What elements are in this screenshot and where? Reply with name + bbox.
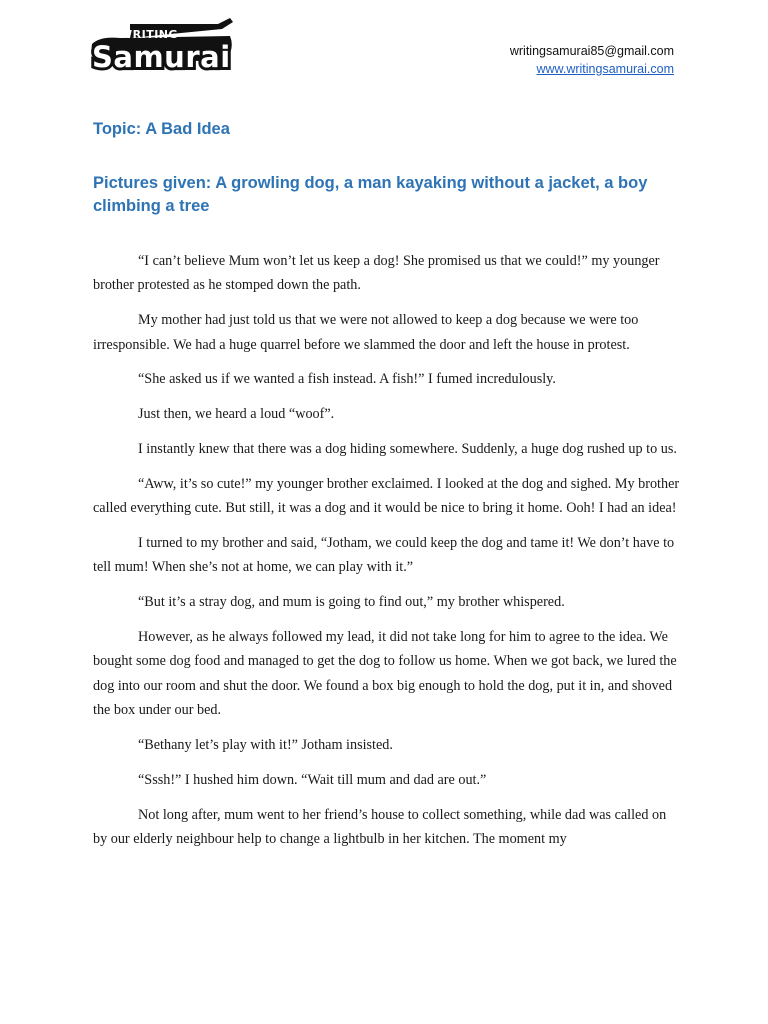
story-paragraph: Not long after, mum went to her friend’s house to collect something, while dad was called on by our elderly neighbour help to change a lightbulb in her kitchen. The moment my — [93, 806, 667, 848]
pictures-given-heading: Pictures given: A growling dog, a man kayaking without a jacket, a boy climbing a tree — [93, 174, 648, 215]
story-paragraph: I turned to my brother and said, “Jotham, we could keep the dog and tame it! We don’t have to tell mum! When she’s not at home, we can play with it.” — [93, 535, 675, 576]
website-link[interactable]: www.writingsamurai.com — [536, 62, 674, 76]
story-paragraph: However, as he always followed my lead, it did not take long for him to agree to the idea. We bought some dog food and managed to get the dog to follow us home. When we got back, we lured the dog into our room and shut the door. We found a box big enough to hold the dog, put it in, and shoved the box under our bed. — [93, 629, 677, 719]
logo-text-writing: WRITING — [120, 28, 179, 41]
logo-text-samurai: Samurai — [92, 40, 231, 74]
contact-info — [510, 42, 674, 78]
story-paragraph: “I can’t believe Mum won’t let us keep a dog! She promised us that we could!” my younger brother protested as he stomped down the path. — [93, 253, 660, 294]
story-paragraph: “Aww, it’s so cute!” my younger brother exclaimed. I looked at the dog and sighed. My brother called everything cute. But still, it was a dog and it would be nice to bring it home. Ooh! I had an idea! — [93, 475, 680, 517]
story-paragraph: “She asked us if we wanted a fish instead. A fish!” I fumed incredulously. — [138, 371, 556, 388]
story-body — [93, 249, 683, 862]
story-paragraph: My mother had just told us that we were not allowed to keep a dog because we were too irresponsible. We had a huge quarrel before we slammed the door and left the house in protest. — [93, 312, 639, 353]
topic-heading: Topic: A Bad Idea — [93, 120, 230, 138]
writing-samurai-logo — [90, 14, 235, 76]
story-paragraph: “Bethany let’s play with it!” Jotham insisted. — [138, 737, 393, 754]
story-paragraph: “Sssh!” I hushed him down. “Wait till mum and dad are out.” — [138, 771, 487, 788]
contact-email: writingsamurai85@gmail.com — [509, 44, 674, 58]
story-paragraph: Just then, we heard a loud “woof”. — [138, 406, 335, 423]
story-paragraph: “But it’s a stray dog, and mum is going to find out,” my brother whispered. — [138, 594, 565, 611]
story-paragraph: I instantly knew that there was a dog hiding somewhere. Suddenly, a huge dog rushed up to us. — [138, 441, 677, 457]
